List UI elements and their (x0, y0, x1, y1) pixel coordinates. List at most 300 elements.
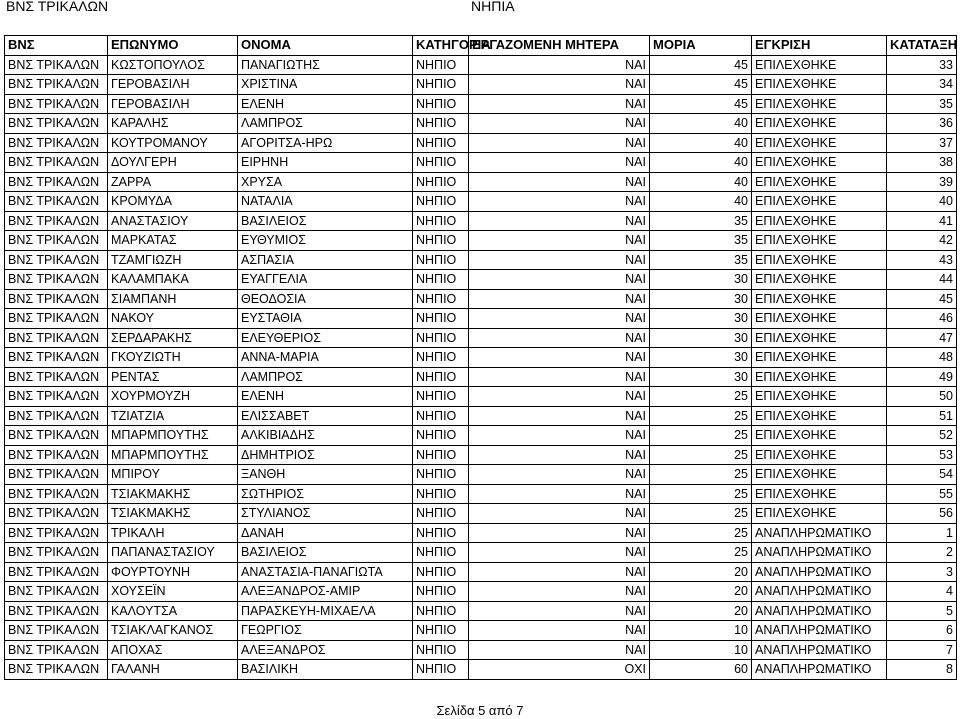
cell-unit: ΒΝΣ ΤΡΙΚΑΛΩΝ (5, 582, 108, 602)
cell-name: ΕΥΣΤΑΘΙΑ (238, 309, 413, 329)
table-row (5, 328, 957, 348)
cell-category: ΝΗΠΙΟ (413, 562, 469, 582)
col-header-unit: ΒΝΣ (5, 36, 108, 56)
table-row (5, 445, 957, 465)
table-row (5, 640, 957, 660)
cell-name: ΕΛΕΝΗ (238, 387, 413, 407)
cell-points: 25 (650, 445, 752, 465)
cell-points: 25 (650, 484, 752, 504)
cell-name: ΞΑΝΘΗ (238, 465, 413, 485)
cell-name: ΣΩΤΗΡΙΟΣ (238, 484, 413, 504)
cell-rank: 3 (887, 562, 957, 582)
table-row (5, 367, 957, 387)
cell-points: 10 (650, 640, 752, 660)
table-row (5, 562, 957, 582)
cell-category: ΝΗΠΙΟ (413, 270, 469, 290)
cell-category: ΝΗΠΙΟ (413, 348, 469, 368)
cell-surname: ΝΑΚΟΥ (108, 309, 238, 329)
cell-surname: ΓΕΡΟΒΑΣΙΛΗ (108, 94, 238, 114)
cell-surname: ΦΟΥΡΤΟΥΝΗ (108, 562, 238, 582)
cell-unit: ΒΝΣ ΤΡΙΚΑΛΩΝ (5, 465, 108, 485)
cell-points: 25 (650, 387, 752, 407)
cell-points: 30 (650, 309, 752, 329)
cell-name: ΑΝΑΣΤΑΣΙΑ-ΠΑΝΑΓΙΩΤΑ (238, 562, 413, 582)
cell-category: ΝΗΠΙΟ (413, 231, 469, 251)
cell-surname: ΚΑΛΑΜΠΑΚΑ (108, 270, 238, 290)
cell-category: ΝΗΠΙΟ (413, 192, 469, 212)
cell-rank: 41 (887, 211, 957, 231)
cell-approval: ΑΝΑΠΛΗΡΩΜΑΤΙΚΟ (752, 660, 887, 680)
cell-rank: 54 (887, 465, 957, 485)
cell-category: ΝΗΠΙΟ (413, 75, 469, 95)
cell-approval: ΕΠΙΛΕΧΘΗΚΕ (752, 250, 887, 270)
cell-points: 10 (650, 621, 752, 641)
cell-working-mother: ΝΑΙ (469, 231, 650, 251)
cell-points: 45 (650, 94, 752, 114)
cell-surname: ΜΠΑΡΜΠΟΥΤΗΣ (108, 445, 238, 465)
cell-surname: ΚΑΛΟΥΤΣΑ (108, 601, 238, 621)
cell-category: ΝΗΠΙΟ (413, 621, 469, 641)
cell-unit: ΒΝΣ ΤΡΙΚΑΛΩΝ (5, 445, 108, 465)
cell-name: ΑΛΕΞΑΝΔΡΟΣ-ΑΜΙΡ (238, 582, 413, 602)
table-row (5, 211, 957, 231)
table-row (5, 172, 957, 192)
cell-working-mother: ΝΑΙ (469, 387, 650, 407)
cell-name: ΒΑΣΙΛΕΙΟΣ (238, 543, 413, 563)
table-row (5, 621, 957, 641)
cell-surname: ΜΑΡΚΑΤΑΣ (108, 231, 238, 251)
cell-name: ΕΛΕΥΘΕΡΙΟΣ (238, 328, 413, 348)
cell-rank: 52 (887, 426, 957, 446)
cell-unit: ΒΝΣ ΤΡΙΚΑΛΩΝ (5, 270, 108, 290)
cell-name: ΑΝΝΑ-ΜΑΡΙΑ (238, 348, 413, 368)
cell-category: ΝΗΠΙΟ (413, 387, 469, 407)
page-header (0, 0, 960, 16)
cell-approval: ΕΠΙΛΕΧΘΗΚΕ (752, 426, 887, 446)
cell-name: ΓΕΩΡΓΙΟΣ (238, 621, 413, 641)
cell-points: 40 (650, 153, 752, 173)
cell-working-mother: ΝΑΙ (469, 640, 650, 660)
cell-surname: ΤΖΙΑΤΖΙΑ (108, 406, 238, 426)
table-row (5, 133, 957, 153)
cell-rank: 48 (887, 348, 957, 368)
cell-working-mother: ΝΑΙ (469, 172, 650, 192)
table-row (5, 406, 957, 426)
cell-rank: 35 (887, 94, 957, 114)
table-body (5, 55, 957, 679)
cell-working-mother: ΝΑΙ (469, 367, 650, 387)
cell-name: ΒΑΣΙΛΙΚΗ (238, 660, 413, 680)
cell-working-mother: ΟΧΙ (469, 660, 650, 680)
cell-category: ΝΗΠΙΟ (413, 328, 469, 348)
cell-approval: ΕΠΙΛΕΧΘΗΚΕ (752, 309, 887, 329)
cell-category: ΝΗΠΙΟ (413, 484, 469, 504)
cell-unit: ΒΝΣ ΤΡΙΚΑΛΩΝ (5, 192, 108, 212)
cell-working-mother: ΝΑΙ (469, 621, 650, 641)
cell-unit: ΒΝΣ ΤΡΙΚΑΛΩΝ (5, 484, 108, 504)
cell-working-mother: ΝΑΙ (469, 75, 650, 95)
table-row (5, 387, 957, 407)
cell-surname: ΣΙΑΜΠΑΝΗ (108, 289, 238, 309)
cell-unit: ΒΝΣ ΤΡΙΚΑΛΩΝ (5, 621, 108, 641)
cell-approval: ΕΠΙΛΕΧΘΗΚΕ (752, 192, 887, 212)
cell-category: ΝΗΠΙΟ (413, 94, 469, 114)
cell-category: ΝΗΠΙΟ (413, 309, 469, 329)
cell-working-mother: ΝΑΙ (469, 192, 650, 212)
cell-working-mother: ΝΑΙ (469, 250, 650, 270)
cell-unit: ΒΝΣ ΤΡΙΚΑΛΩΝ (5, 543, 108, 563)
table-row (5, 465, 957, 485)
cell-rank: 56 (887, 504, 957, 524)
table-row (5, 426, 957, 446)
cell-unit: ΒΝΣ ΤΡΙΚΑΛΩΝ (5, 387, 108, 407)
cell-approval: ΑΝΑΠΛΗΡΩΜΑΤΙΚΟ (752, 562, 887, 582)
cell-surname: ΚΩΣΤΟΠΟΥΛΟΣ (108, 55, 238, 75)
table-row (5, 114, 957, 134)
cell-surname: ΜΠΑΡΜΠΟΥΤΗΣ (108, 426, 238, 446)
cell-unit: ΒΝΣ ΤΡΙΚΑΛΩΝ (5, 114, 108, 134)
cell-approval: ΕΠΙΛΕΧΘΗΚΕ (752, 289, 887, 309)
cell-category: ΝΗΠΙΟ (413, 465, 469, 485)
cell-working-mother: ΝΑΙ (469, 445, 650, 465)
cell-category: ΝΗΠΙΟ (413, 153, 469, 173)
cell-category: ΝΗΠΙΟ (413, 133, 469, 153)
cell-surname: ΤΣΙΑΚΜΑΚΗΣ (108, 504, 238, 524)
cell-points: 25 (650, 465, 752, 485)
cell-unit: ΒΝΣ ΤΡΙΚΑΛΩΝ (5, 660, 108, 680)
cell-working-mother: ΝΑΙ (469, 562, 650, 582)
cell-category: ΝΗΠΙΟ (413, 406, 469, 426)
cell-approval: ΕΠΙΛΕΧΘΗΚΕ (752, 153, 887, 173)
cell-unit: ΒΝΣ ΤΡΙΚΑΛΩΝ (5, 211, 108, 231)
cell-rank: 50 (887, 387, 957, 407)
table-row (5, 660, 957, 680)
cell-approval: ΕΠΙΛΕΧΘΗΚΕ (752, 270, 887, 290)
col-header-category: ΚΑΤΗΓΟΡΙΑ (413, 36, 469, 56)
cell-unit: ΒΝΣ ΤΡΙΚΑΛΩΝ (5, 562, 108, 582)
cell-working-mother: ΝΑΙ (469, 465, 650, 485)
cell-working-mother: ΝΑΙ (469, 328, 650, 348)
cell-approval: ΕΠΙΛΕΧΘΗΚΕ (752, 328, 887, 348)
cell-working-mother: ΝΑΙ (469, 484, 650, 504)
table-header-row (5, 36, 957, 56)
cell-category: ΝΗΠΙΟ (413, 582, 469, 602)
cell-name: ΑΓΟΡΙΤΣΑ-ΗΡΩ (238, 133, 413, 153)
cell-name: ΕΥΑΓΓΕΛΙΑ (238, 270, 413, 290)
cell-category: ΝΗΠΙΟ (413, 250, 469, 270)
cell-approval: ΕΠΙΛΕΧΘΗΚΕ (752, 114, 887, 134)
cell-points: 40 (650, 192, 752, 212)
cell-approval: ΕΠΙΛΕΧΘΗΚΕ (752, 387, 887, 407)
cell-approval: ΕΠΙΛΕΧΘΗΚΕ (752, 75, 887, 95)
cell-unit: ΒΝΣ ΤΡΙΚΑΛΩΝ (5, 367, 108, 387)
cell-surname: ΤΣΙΑΚΛΑΓΚΑΝΟΣ (108, 621, 238, 641)
cell-working-mother: ΝΑΙ (469, 94, 650, 114)
cell-surname: ΓΑΛΑΝΗ (108, 660, 238, 680)
cell-working-mother: ΝΑΙ (469, 601, 650, 621)
cell-working-mother: ΝΑΙ (469, 289, 650, 309)
cell-rank: 55 (887, 484, 957, 504)
cell-name: ΒΑΣΙΛΕΙΟΣ (238, 211, 413, 231)
cell-category: ΝΗΠΙΟ (413, 543, 469, 563)
cell-rank: 4 (887, 582, 957, 602)
cell-points: 25 (650, 543, 752, 563)
cell-name: ΧΡΙΣΤΙΝΑ (238, 75, 413, 95)
table-row (5, 270, 957, 290)
cell-category: ΝΗΠΙΟ (413, 504, 469, 524)
table-row (5, 601, 957, 621)
cell-surname: ΖΑΡΡΑ (108, 172, 238, 192)
cell-approval: ΕΠΙΛΕΧΘΗΚΕ (752, 504, 887, 524)
cell-name: ΣΤΥΛΙΑΝΟΣ (238, 504, 413, 524)
cell-approval: ΕΠΙΛΕΧΘΗΚΕ (752, 172, 887, 192)
cell-points: 35 (650, 231, 752, 251)
cell-approval: ΕΠΙΛΕΧΘΗΚΕ (752, 94, 887, 114)
cell-surname: ΚΟΥΤΡΟΜΑΝΟΥ (108, 133, 238, 153)
cell-rank: 33 (887, 55, 957, 75)
cell-approval: ΕΠΙΛΕΧΘΗΚΕ (752, 465, 887, 485)
cell-category: ΝΗΠΙΟ (413, 660, 469, 680)
cell-unit: ΒΝΣ ΤΡΙΚΑΛΩΝ (5, 153, 108, 173)
cell-category: ΝΗΠΙΟ (413, 55, 469, 75)
cell-approval: ΕΠΙΛΕΧΘΗΚΕ (752, 367, 887, 387)
col-header-approval: ΕΓΚΡΙΣΗ (752, 36, 887, 56)
table-row (5, 250, 957, 270)
cell-rank: 34 (887, 75, 957, 95)
cell-rank: 40 (887, 192, 957, 212)
cell-working-mother: ΝΑΙ (469, 55, 650, 75)
cell-rank: 8 (887, 660, 957, 680)
header-title: ΝΗΠΙΑ (471, 0, 515, 14)
table-row (5, 523, 957, 543)
cell-working-mother: ΝΑΙ (469, 309, 650, 329)
cell-category: ΝΗΠΙΟ (413, 172, 469, 192)
cell-points: 45 (650, 75, 752, 95)
cell-name: ΘΕΟΔΟΣΙΑ (238, 289, 413, 309)
cell-unit: ΒΝΣ ΤΡΙΚΑΛΩΝ (5, 523, 108, 543)
cell-rank: 1 (887, 523, 957, 543)
cell-working-mother: ΝΑΙ (469, 211, 650, 231)
cell-rank: 6 (887, 621, 957, 641)
cell-points: 25 (650, 523, 752, 543)
cell-rank: 46 (887, 309, 957, 329)
cell-unit: ΒΝΣ ΤΡΙΚΑΛΩΝ (5, 55, 108, 75)
cell-category: ΝΗΠΙΟ (413, 367, 469, 387)
cell-working-mother: ΝΑΙ (469, 153, 650, 173)
cell-name: ΑΣΠΑΣΙΑ (238, 250, 413, 270)
cell-surname: ΜΠΙΡΟΥ (108, 465, 238, 485)
cell-points: 20 (650, 582, 752, 602)
cell-surname: ΧΟΥΣΕΪΝ (108, 582, 238, 602)
cell-unit: ΒΝΣ ΤΡΙΚΑΛΩΝ (5, 309, 108, 329)
cell-category: ΝΗΠΙΟ (413, 289, 469, 309)
cell-name: ΠΑΡΑΣΚΕΥΗ-ΜΙΧΑΕΛΑ (238, 601, 413, 621)
cell-name: ΕΙΡΗΝΗ (238, 153, 413, 173)
cell-surname: ΣΕΡΔΑΡΑΚΗΣ (108, 328, 238, 348)
cell-unit: ΒΝΣ ΤΡΙΚΑΛΩΝ (5, 426, 108, 446)
cell-unit: ΒΝΣ ΤΡΙΚΑΛΩΝ (5, 133, 108, 153)
table-row (5, 192, 957, 212)
table-row (5, 289, 957, 309)
cell-category: ΝΗΠΙΟ (413, 211, 469, 231)
cell-approval: ΑΝΑΠΛΗΡΩΜΑΤΙΚΟ (752, 523, 887, 543)
cell-category: ΝΗΠΙΟ (413, 114, 469, 134)
cell-unit: ΒΝΣ ΤΡΙΚΑΛΩΝ (5, 75, 108, 95)
cell-surname: ΚΑΡΑΛΗΣ (108, 114, 238, 134)
cell-unit: ΒΝΣ ΤΡΙΚΑΛΩΝ (5, 640, 108, 660)
table-row (5, 309, 957, 329)
table-row (5, 55, 957, 75)
cell-unit: ΒΝΣ ΤΡΙΚΑΛΩΝ (5, 172, 108, 192)
cell-name: ΧΡΥΣΑ (238, 172, 413, 192)
cell-points: 40 (650, 133, 752, 153)
cell-approval: ΕΠΙΛΕΧΘΗΚΕ (752, 406, 887, 426)
cell-points: 35 (650, 211, 752, 231)
cell-rank: 37 (887, 133, 957, 153)
cell-surname: ΡΕΝΤΑΣ (108, 367, 238, 387)
cell-approval: ΕΠΙΛΕΧΘΗΚΕ (752, 348, 887, 368)
cell-rank: 7 (887, 640, 957, 660)
cell-unit: ΒΝΣ ΤΡΙΚΑΛΩΝ (5, 250, 108, 270)
cell-approval: ΕΠΙΛΕΧΘΗΚΕ (752, 231, 887, 251)
cell-points: 25 (650, 504, 752, 524)
cell-working-mother: ΝΑΙ (469, 426, 650, 446)
cell-rank: 42 (887, 231, 957, 251)
cell-working-mother: ΝΑΙ (469, 133, 650, 153)
cell-points: 30 (650, 289, 752, 309)
cell-surname: ΑΝΑΣΤΑΣΙΟΥ (108, 211, 238, 231)
cell-surname: ΤΣΙΑΚΜΑΚΗΣ (108, 484, 238, 504)
page-number: Σελίδα 5 από 7 (436, 703, 524, 718)
cell-approval: ΕΠΙΛΕΧΘΗΚΕ (752, 133, 887, 153)
cell-rank: 49 (887, 367, 957, 387)
cell-surname: ΔΟΥΛΓΕΡΗ (108, 153, 238, 173)
cell-points: 30 (650, 270, 752, 290)
cell-surname: ΚΡΟΜΥΔΑ (108, 192, 238, 212)
cell-name: ΠΑΝΑΓΙΩΤΗΣ (238, 55, 413, 75)
cell-category: ΝΗΠΙΟ (413, 426, 469, 446)
table-row (5, 582, 957, 602)
cell-working-mother: ΝΑΙ (469, 543, 650, 563)
cell-rank: 53 (887, 445, 957, 465)
table-row (5, 231, 957, 251)
cell-rank: 51 (887, 406, 957, 426)
table-row (5, 153, 957, 173)
cell-working-mother: ΝΑΙ (469, 348, 650, 368)
cell-rank: 38 (887, 153, 957, 173)
cell-approval: ΕΠΙΛΕΧΘΗΚΕ (752, 211, 887, 231)
cell-unit: ΒΝΣ ΤΡΙΚΑΛΩΝ (5, 289, 108, 309)
cell-name: ΕΥΘΥΜΙΟΣ (238, 231, 413, 251)
col-header-rank: ΚΑΤΑΤΑΞΗ (887, 36, 957, 56)
cell-approval: ΑΝΑΠΛΗΡΩΜΑΤΙΚΟ (752, 601, 887, 621)
cell-unit: ΒΝΣ ΤΡΙΚΑΛΩΝ (5, 328, 108, 348)
table-row (5, 504, 957, 524)
cell-surname: ΓΕΡΟΒΑΣΙΛΗ (108, 75, 238, 95)
cell-rank: 44 (887, 270, 957, 290)
cell-approval: ΑΝΑΠΛΗΡΩΜΑΤΙΚΟ (752, 621, 887, 641)
cell-points: 30 (650, 367, 752, 387)
cell-unit: ΒΝΣ ΤΡΙΚΑΛΩΝ (5, 406, 108, 426)
col-header-name: ΟΝΟΜΑ (238, 36, 413, 56)
cell-name: ΕΛΕΝΗ (238, 94, 413, 114)
cell-unit: ΒΝΣ ΤΡΙΚΑΛΩΝ (5, 601, 108, 621)
cell-points: 40 (650, 114, 752, 134)
cell-surname: ΠΑΠΑΝΑΣΤΑΣΙΟΥ (108, 543, 238, 563)
cell-working-mother: ΝΑΙ (469, 406, 650, 426)
cell-surname: ΧΟΥΡΜΟΥΖΗ (108, 387, 238, 407)
cell-name: ΑΛΕΞΑΝΔΡΟΣ (238, 640, 413, 660)
cell-approval: ΕΠΙΛΕΧΘΗΚΕ (752, 484, 887, 504)
cell-name: ΕΛΙΣΣΑΒΕΤ (238, 406, 413, 426)
cell-points: 35 (650, 250, 752, 270)
cell-rank: 45 (887, 289, 957, 309)
cell-rank: 43 (887, 250, 957, 270)
cell-working-mother: ΝΑΙ (469, 504, 650, 524)
cell-unit: ΒΝΣ ΤΡΙΚΑΛΩΝ (5, 504, 108, 524)
cell-points: 45 (650, 55, 752, 75)
col-header-working-mother: ΕΡΓΑΖΟΜΕΝΗ ΜΗΤΕΡΑ (469, 36, 650, 56)
cell-approval: ΕΠΙΛΕΧΘΗΚΕ (752, 55, 887, 75)
cell-name: ΑΛΚΙΒΙΑΔΗΣ (238, 426, 413, 446)
col-header-points: ΜΟΡΙΑ (650, 36, 752, 56)
cell-name: ΛΑΜΠΡΟΣ (238, 114, 413, 134)
cell-surname: ΓΚΟΥΖΙΩΤΗ (108, 348, 238, 368)
cell-approval: ΑΝΑΠΛΗΡΩΜΑΤΙΚΟ (752, 582, 887, 602)
cell-points: 25 (650, 426, 752, 446)
cell-rank: 36 (887, 114, 957, 134)
cell-rank: 39 (887, 172, 957, 192)
cell-approval: ΕΠΙΛΕΧΘΗΚΕ (752, 445, 887, 465)
cell-name: ΔΑΝΑΗ (238, 523, 413, 543)
cell-category: ΝΗΠΙΟ (413, 445, 469, 465)
cell-working-mother: ΝΑΙ (469, 523, 650, 543)
cell-rank: 47 (887, 328, 957, 348)
cell-points: 25 (650, 406, 752, 426)
col-header-surname: ΕΠΩΝΥΜΟ (108, 36, 238, 56)
cell-points: 30 (650, 348, 752, 368)
cell-name: ΝΑΤΑΛΙΑ (238, 192, 413, 212)
cell-unit: ΒΝΣ ΤΡΙΚΑΛΩΝ (5, 348, 108, 368)
cell-rank: 2 (887, 543, 957, 563)
cell-approval: ΑΝΑΠΛΗΡΩΜΑΤΙΚΟ (752, 543, 887, 563)
cell-unit: ΒΝΣ ΤΡΙΚΑΛΩΝ (5, 231, 108, 251)
cell-points: 60 (650, 660, 752, 680)
results-table (4, 35, 957, 680)
cell-working-mother: ΝΑΙ (469, 270, 650, 290)
cell-approval: ΑΝΑΠΛΗΡΩΜΑΤΙΚΟ (752, 640, 887, 660)
cell-surname: ΤΡΙΚΑΛΗ (108, 523, 238, 543)
page-footer (0, 703, 960, 719)
cell-name: ΛΑΜΠΡΟΣ (238, 367, 413, 387)
table-row (5, 94, 957, 114)
cell-surname: ΑΠΟΧΑΣ (108, 640, 238, 660)
cell-category: ΝΗΠΙΟ (413, 640, 469, 660)
cell-points: 20 (650, 601, 752, 621)
header-unit: ΒΝΣ ΤΡΙΚΑΛΩΝ (6, 0, 109, 14)
table-row (5, 543, 957, 563)
cell-working-mother: ΝΑΙ (469, 582, 650, 602)
cell-surname: ΤΖΑΜΓΙΩΖΗ (108, 250, 238, 270)
cell-working-mother: ΝΑΙ (469, 114, 650, 134)
cell-rank: 5 (887, 601, 957, 621)
table-row (5, 484, 957, 504)
cell-category: ΝΗΠΙΟ (413, 601, 469, 621)
cell-unit: ΒΝΣ ΤΡΙΚΑΛΩΝ (5, 94, 108, 114)
cell-category: ΝΗΠΙΟ (413, 523, 469, 543)
cell-points: 30 (650, 328, 752, 348)
cell-points: 40 (650, 172, 752, 192)
